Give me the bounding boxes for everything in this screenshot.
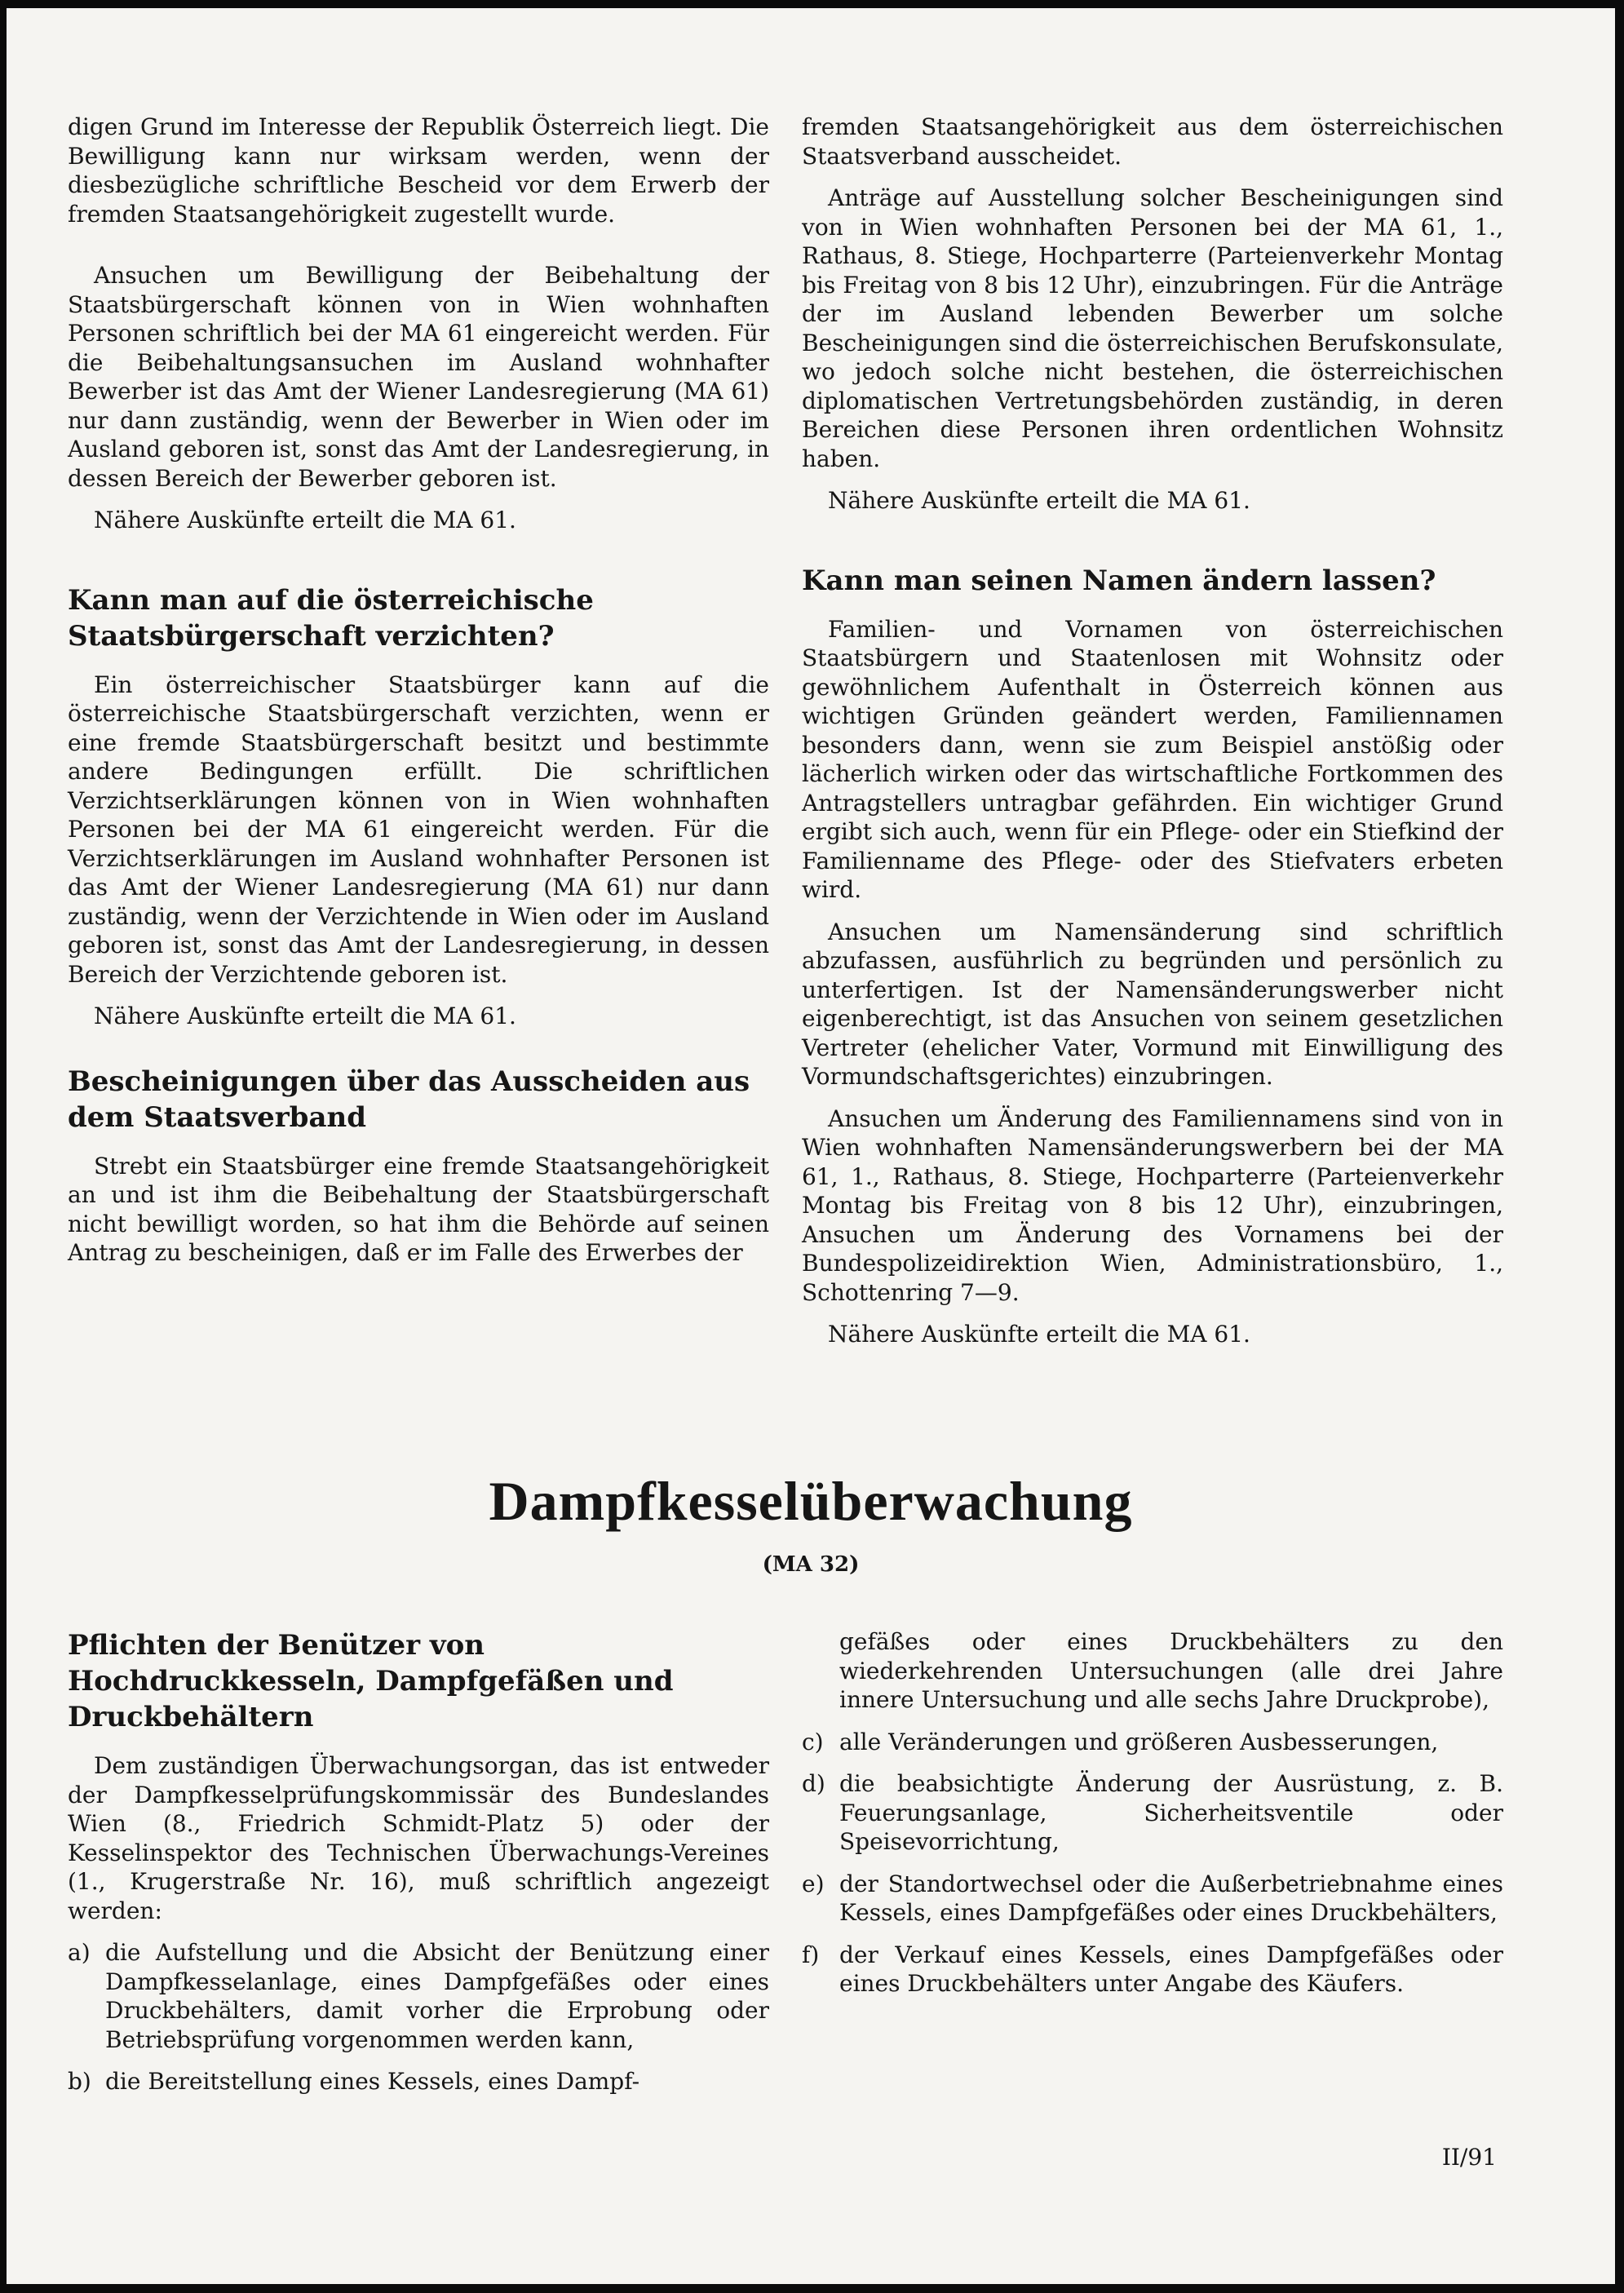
paragraph: Ansuchen um Namensänderung sind schriftlich abzufassen, ausführlich zu begründen und persönlich zu unterfertigen. Ist der Namensänderungswerber nicht eigenberechtigt, ist das Ansuchen von seinem gesetzlichen Vertreter (ehelicher Vater, Vormund mit Einwilligung des Vormundschaftsgerichtes) einzubringen. — [802, 918, 1503, 1090]
list-label: c) — [802, 1728, 824, 1755]
paragraph: Anträge auf Ausstellung solcher Bescheinigungen sind von in Wien wohnhaften Personen bei der MA 61, 1., Rathaus, 8. Stiege, Hochparterre (Parteienverkehr Montag bis Freitag von 8 bis 12 Uhr), einzubringen. Für die Anträge der im Ausland lebenden Bewerber um solche Bescheinigungen sind die österreichischen Berufskonsulate, wo jedoch solche nicht bestehen, die österreichischen diplomatischen Vertretungsbehörden zuständig, in deren Bereichen diese Personen ihren ordentlichen Wohnsitz haben. — [802, 184, 1503, 472]
list-text: der Verkauf eines Kessels, eines Dampfgefäßes oder eines Druckbehälters unter Angabe des Käufers. — [839, 1941, 1503, 1997]
paragraph: Nähere Auskünfte erteilt die MA 61. — [94, 1003, 516, 1029]
list-item — [802, 1769, 1503, 1857]
list-text: die Bereitstellung eines Kessels, eines Dampf- — [105, 2068, 640, 2095]
list-item — [802, 1728, 1503, 1757]
list-item — [68, 1938, 769, 2054]
left-column — [68, 113, 769, 1268]
paragraph: fremden Staatsangehörigkeit aus dem österreichischen Staatsverband ausscheidet. — [802, 113, 1503, 170]
right-column — [802, 113, 1503, 1349]
document-page — [7, 8, 1615, 2284]
paragraph: Familien- und Vornamen von österreichischen Staatsbürgern und Staatenlosen mit Wohnsitz oder gewöhnlichem Aufenthalt in Österreich können aus wichtigen Gründen geändert werden, Familiennamen besonders dann, wenn sie zum Beispiel anstößig oder lächerlich wirken oder das wirtschaftliche Fortkommen des Antragstellers untragbar gefährden. Ein wichtiger Grund ergibt sich auch, wenn für ein Pflege- oder ein Stiefkind der Familienname des Pflege- oder des Stiefvaters erbeten wird. — [802, 615, 1503, 903]
paragraph: Ansuchen um Bewilligung der Beibehaltung der Staatsbürgerschaft können von in Wien wohnhaften Personen schriftlich bei der MA 61 eingereicht werden. Für die Beibehaltungsansuchen im Ausland wohnhafter Bewerber ist das Amt der Wiener Landesregierung (MA 61) nur dann zuständig, wenn der Bewerber in Wien oder im Ausland geboren ist, sonst das Amt der Landesregierung, in dessen Bereich der Bewerber geboren ist. — [68, 262, 769, 492]
section-subtitle: (MA 32) — [762, 1552, 860, 1577]
paragraph: Ansuchen um Änderung des Familiennamens sind von in Wien wohnhaften Namensänderungswerbern bei der MA 61, 1., Rathaus, 8. Stiege, Hochparterre (Parteienverkehr Montag bis Freitag von 8 bis 12 Uhr), einzubringen, Ansuchen um Änderung des Vornamens bei der Bundespolizeidirektion Wien, Administrationsbüro, 1., Schottenring 7—9. — [802, 1104, 1503, 1306]
list-continuation: gefäßes oder eines Druckbehälters zu den wiederkehrenden Untersuchungen (alle drei Jahre innere Untersuchung und alle sechs Jahre Druckprobe), — [839, 1628, 1503, 1713]
list-item — [68, 2067, 769, 2096]
section-heading: Kann man auf die österreichische Staatsbürgerschaft verzichten? — [68, 583, 594, 653]
list-label: f) — [802, 1941, 820, 1968]
paragraph: Ein österreichischer Staatsbürger kann auf die österreichische Staatsbürgerschaft verzichten, wenn er eine fremde Staatsbürgerschaft besitzt und bestimmte andere Bedingungen erfüllt. Die schriftlichen Verzichtserklärungen können von in Wien wohnhaften Personen bei der MA 61 eingereicht werden. Für die Verzichtserklärungen im Ausland wohnhafter Personen ist das Amt der Wiener Landesregierung (MA 61) nur dann zuständig, wenn der Verzichtende in Wien oder im Ausland geboren ist, sonst das Amt der Landesregierung, in dessen Bereich der Verzichtende geboren ist. — [68, 671, 769, 988]
list-label: a) — [68, 1939, 91, 1966]
list-text: die beabsichtigte Änderung der Ausrüstung, z. B. Feuerungsanlage, Sicherheitsventile oder Speisevorrichtung, — [839, 1770, 1503, 1855]
list-text: alle Veränderungen und größeren Ausbesserungen, — [839, 1728, 1439, 1755]
paragraph: Nähere Auskünfte erteilt die MA 61. — [828, 1321, 1250, 1348]
list-label: e) — [802, 1870, 825, 1897]
list-text: die Aufstellung und die Absicht der Benützung einer Dampfkesselanlage, eines Dampfgefäßes oder eines Druckbehälters, damit vorher die Erprobung oder Betriebsprüfung vorgenommen werden kann, — [105, 1939, 769, 2053]
page-number: II/91 — [1441, 2144, 1497, 2171]
list-label: d) — [802, 1770, 825, 1797]
list-item — [802, 1870, 1503, 1928]
paragraph: Nähere Auskünfte erteilt die MA 61. — [828, 487, 1250, 514]
section-heading: Bescheinigungen über das Ausscheiden aus dem Staatsverband — [68, 1065, 750, 1134]
paragraph: Nähere Auskünfte erteilt die MA 61. — [94, 507, 516, 533]
section-heading: Pflichten der Benützer von Hochdruckkesseln, Dampfgefäßen und Druckbehältern — [68, 1629, 674, 1733]
bottom-right-column — [802, 1627, 1503, 2012]
paragraph: Strebt ein Staatsbürger eine fremde Staatsangehörigkeit an und ist ihm die Beibehaltung der Staatsbürgerschaft nicht bewilligt worden, so hat ihm die Behörde auf seinen Antrag zu bescheinigen, daß er im Falle des Erwerbes der — [68, 1152, 769, 1266]
list-label: b) — [68, 2068, 91, 2095]
paragraph: digen Grund im Interesse der Republik Österreich liegt. Die Bewilligung kann nur wirksam werden, wenn der diesbezügliche schriftliche Bescheid vor dem Erwerb der fremden Staatsangehörigkeit zugestellt wurde. — [68, 113, 769, 228]
list-item — [802, 1941, 1503, 1999]
paragraph: Dem zuständigen Überwachungsorgan, das ist entweder der Dampfkesselprüfungskommissär des Bundeslandes Wien (8., Friedrich Schmidt-Platz 5) oder der Kesselinspektor des Technischen Überwachungs-Vereines (1., Krugerstraße Nr. 16), muß schriftlich angezeigt werden: — [68, 1752, 769, 1924]
bottom-left-column — [68, 1627, 769, 2109]
section-title: Dampfkesselüberwachung — [489, 1470, 1133, 1532]
section-heading: Kann man seinen Namen ändern lassen? — [802, 564, 1436, 597]
list-text: der Standortwechsel oder die Außerbetriebnahme eines Kessels, eines Dampfgefäßes oder eines Druckbehälters, — [839, 1870, 1503, 1926]
